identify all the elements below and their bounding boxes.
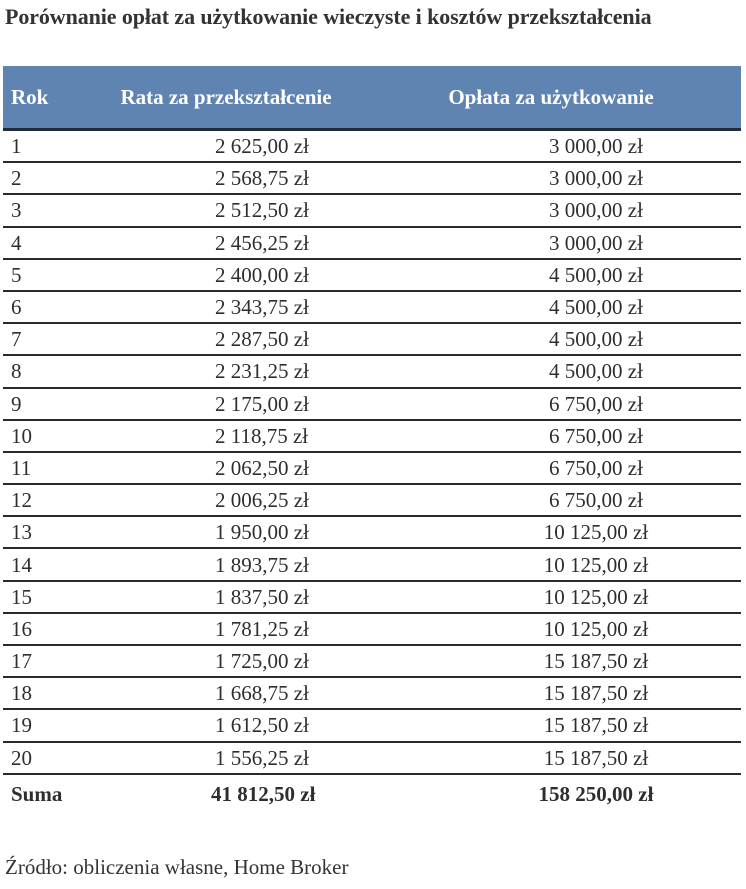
cell-usage-fee: 6 750,00 zł [361,388,741,420]
cell-usage-fee: 10 125,00 zł [361,613,741,645]
column-header-usage-fee: Opłata za użytkowanie [361,66,741,130]
cell-usage-fee: 15 187,50 zł [361,645,741,677]
cell-year: 16 [3,613,91,645]
cell-usage-fee: 6 750,00 zł [361,484,741,516]
cell-year: 19 [3,709,91,741]
table-row [3,355,741,387]
column-header-year: Rok [3,66,91,130]
table-total-row [3,774,741,813]
table-header-row [3,66,741,130]
table-row [3,484,741,516]
comparison-table [3,66,741,813]
cell-conversion-installment: 2 343,75 zł [91,291,361,323]
total-usage-fee: 158 250,00 zł [538,781,654,806]
cell-year: 2 [3,162,91,194]
cell-conversion-installment: 1 668,75 zł [91,677,361,709]
cell-conversion-installment: 1 725,00 zł [91,645,361,677]
table-row [3,227,741,259]
table-row [3,452,741,484]
cell-usage-fee: 3 000,00 zł [361,227,741,259]
cell-usage-fee: 10 125,00 zł [361,581,741,613]
cell-year: 13 [3,516,91,548]
cell-usage-fee: 6 750,00 zł [361,452,741,484]
cell-usage-fee: 3 000,00 zł [361,162,741,194]
cell-conversion-installment: 1 950,00 zł [91,516,361,548]
column-header-conversion-installment: Rata za przekształcenie [91,66,361,130]
cell-conversion-installment: 2 287,50 zł [91,323,361,355]
cell-usage-fee: 4 500,00 zł [361,291,741,323]
cell-usage-fee: 6 750,00 zł [361,420,741,452]
cell-year: 15 [3,581,91,613]
total-label: Suma [11,781,63,806]
cell-conversion-installment: 2 118,75 zł [91,420,361,452]
table-row [3,323,741,355]
source-note: Źródło: obliczenia własne, Home Broker [5,855,349,879]
cell-year: 14 [3,548,91,580]
cell-year: 8 [3,355,91,387]
cell-conversion-installment: 2 625,00 zł [91,130,361,163]
cell-conversion-installment: 1 556,25 zł [91,742,361,774]
cell-usage-fee: 10 125,00 zł [361,516,741,548]
cell-year: 11 [3,452,91,484]
cell-conversion-installment: 2 231,25 zł [91,355,361,387]
cell-year: 9 [3,388,91,420]
cell-usage-fee: 3 000,00 zł [361,130,741,163]
cell-conversion-installment: 1 837,50 zł [91,581,361,613]
cell-year: 6 [3,291,91,323]
table-body [3,130,741,774]
table-row [3,420,741,452]
table-row [3,613,741,645]
table-row [3,388,741,420]
cell-usage-fee: 15 187,50 zł [361,709,741,741]
cell-usage-fee: 4 500,00 zł [361,323,741,355]
table-row [3,291,741,323]
table-row [3,742,741,774]
cell-conversion-installment: 2 400,00 zł [91,259,361,291]
table-row [3,645,741,677]
cell-year: 12 [3,484,91,516]
total-conversion-installment: 41 812,50 zł [211,781,316,806]
table-row [3,194,741,226]
page-title: Porównanie opłat za użytkowanie wieczyste i kosztów przekształcenia [5,4,652,29]
cell-year: 3 [3,194,91,226]
cell-conversion-installment: 2 512,50 zł [91,194,361,226]
table-row [3,130,741,163]
cell-conversion-installment: 2 006,25 zł [91,484,361,516]
cell-usage-fee: 4 500,00 zł [361,259,741,291]
table-row [3,581,741,613]
cell-conversion-installment: 2 456,25 zł [91,227,361,259]
cell-usage-fee: 3 000,00 zł [361,194,741,226]
cell-year: 18 [3,677,91,709]
table-row [3,548,741,580]
table-row [3,259,741,291]
cell-usage-fee: 15 187,50 zł [361,677,741,709]
cell-conversion-installment: 2 568,75 zł [91,162,361,194]
cell-year: 20 [3,742,91,774]
cell-conversion-installment: 2 062,50 zł [91,452,361,484]
cell-usage-fee: 10 125,00 zł [361,548,741,580]
cell-conversion-installment: 1 781,25 zł [91,613,361,645]
cell-conversion-installment: 2 175,00 zł [91,388,361,420]
cell-usage-fee: 15 187,50 zł [361,742,741,774]
cell-year: 7 [3,323,91,355]
cell-year: 10 [3,420,91,452]
table-row [3,677,741,709]
cell-year: 1 [3,130,91,163]
cell-year: 4 [3,227,91,259]
cell-year: 17 [3,645,91,677]
cell-conversion-installment: 1 612,50 zł [91,709,361,741]
table-row [3,516,741,548]
table-row [3,709,741,741]
cell-year: 5 [3,259,91,291]
table-row [3,162,741,194]
cell-usage-fee: 4 500,00 zł [361,355,741,387]
cell-conversion-installment: 1 893,75 zł [91,548,361,580]
